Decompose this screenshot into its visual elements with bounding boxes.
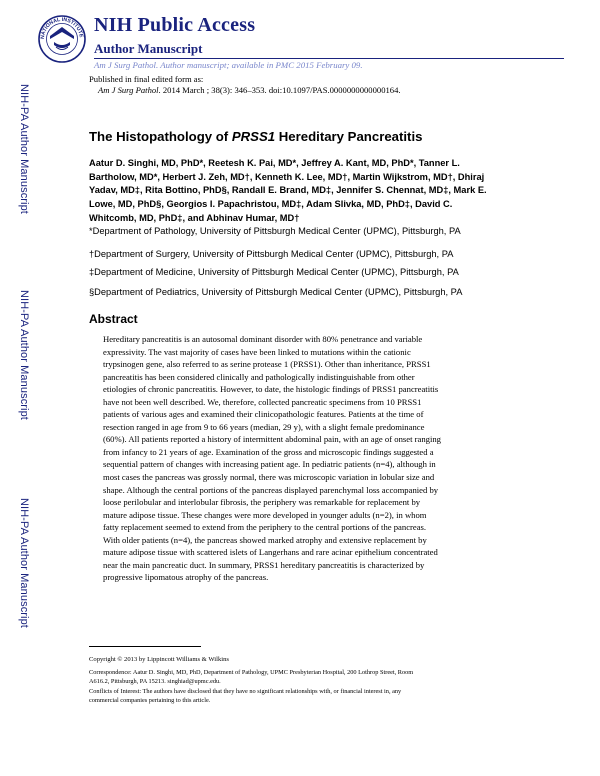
abstract-line: fatty replacement seemed to extend from the periphery to the central portions of the pancreas. bbox=[103, 522, 427, 533]
affiliation-pediatrics: §Department of Pediatrics, University of Pittsburgh Medical Center (UPMC), Pittsburgh, PA bbox=[89, 287, 463, 297]
title-post: Hereditary Pancreatitis bbox=[275, 129, 423, 144]
conflicts-line-1: Conflicts of Interest: The authors have disclosed that they have no significant relationships with, or financial interest in, any bbox=[89, 688, 402, 695]
abstract-line: most cases the pancreas was grossly normal, there was microscopic variation in lobular size and bbox=[103, 472, 435, 483]
abstract-line: sequential pattern of changes with increasing patient age. In pediatric patients (n=4), although in bbox=[103, 459, 436, 470]
abstract-line: (60%). All patients reported a history of intermittent abdominal pain, with an age of onset ranging bbox=[103, 434, 441, 445]
nih-seal-icon bbox=[37, 14, 87, 64]
correspondence-line-2: A616.2, Pittsburgh, PA 15213. singhiad@upmc.edu. bbox=[89, 678, 221, 685]
article-title bbox=[89, 129, 422, 144]
abstract-line: resection ranged in age from 9 to 66 years (median, 29 y), with a slight female predominance bbox=[103, 421, 425, 432]
abstract-line: etiologies of chronic pancreatitis. However, to date, the histologic findings of PRSS1 pancreatitis bbox=[103, 384, 439, 395]
citation-journal: Am J Surg Pathol bbox=[98, 85, 159, 95]
correspondence-line-1: Correspondence: Aatur D. Singhi, MD, PhD, Department of Pathology, UPMC Presbyterian Hospital, 200 Lothrop Street, Room bbox=[89, 669, 414, 676]
abstract-line: Hereditary pancreatitis is an autosomal dominant disorder with 80% penetrance and variable bbox=[103, 334, 423, 344]
abstract-line: near the main pancreatic duct. In summary, PRSS1 hereditary pancreatitis is characterized by bbox=[103, 559, 425, 570]
abstract-line: from infancy to 21 years of age. Examination of the gross and microscopic findings suggested a bbox=[103, 446, 434, 457]
affiliation-medicine: ‡Department of Medicine, University of Pittsburgh Medical Center (UPMC), Pittsburgh, PA bbox=[89, 267, 459, 277]
abstract-heading: Abstract bbox=[89, 312, 138, 326]
header-divider bbox=[94, 58, 564, 59]
conflicts-line-2: commercial companies pertaining to this article. bbox=[89, 697, 211, 704]
citation bbox=[98, 85, 401, 95]
title-pre: The Histopathology of bbox=[89, 129, 232, 144]
author-line: Lowe, MD, PhD§, Georgios I. Papachristou, MD‡, Adam Slivka, MD, PhD‡, David C. bbox=[89, 199, 453, 210]
author-line: Bartholow, MD*, Herbert J. Zeh, MD†, Kenneth K. Lee, MD†, Martin Wijkstrom, MD†, Dhiraj bbox=[89, 171, 485, 182]
availability-note: Am J Surg Pathol. Author manuscript; available in PMC 2015 February 09. bbox=[94, 60, 363, 70]
affiliation-pathology: *Department of Pathology, University of Pittsburgh Medical Center (UPMC), Pittsburgh, PA bbox=[89, 226, 461, 236]
author-list bbox=[89, 157, 519, 226]
abstract-line: pancreatitis has been considered clinically and pathologically indistinguishable from other bbox=[103, 371, 415, 382]
abstract-line: patients of various ages and examined their clinicopathologic features. Patients at the time of bbox=[103, 409, 424, 420]
copyright-notice: Copyright © 2013 by Lippincott Williams & Wilkins bbox=[89, 656, 229, 663]
seal-text: NATIONAL INSTITUTE bbox=[39, 16, 84, 40]
abstract-line: have not been well described. We, therefore, collected pancreatic specimens from 10 PRSS1 bbox=[103, 396, 422, 407]
abstract-line: With older patients (n=4), the pancreas showed marked atrophy and extensive replacement by bbox=[103, 534, 427, 545]
abstract-line: progressive lipomatous atrophy of the pancreas. bbox=[103, 572, 269, 583]
affiliation-surgery: †Department of Surgery, University of Pittsburgh Medical Center (UPMC), Pittsburgh, PA bbox=[89, 249, 454, 259]
abstract-line: shape. Although the central portions of the pancreas displayed parenchymal loss accompanied by bbox=[103, 484, 439, 495]
footnote-divider bbox=[89, 646, 201, 647]
author-line: Whitcomb, MD, PhD‡, and Abhinav Humar, MD† bbox=[89, 212, 300, 223]
abstract-body bbox=[103, 333, 509, 584]
side-label-3: NIH-PA Author Manuscript bbox=[18, 498, 30, 628]
abstract-line: mature adipose tissue with scattered islets of Langerhans and rare acinar epithelium concentrated bbox=[103, 547, 438, 558]
citation-details: . 2014 March ; 38(3): 346–353. doi:10.1097/PAS.0000000000000164. bbox=[158, 85, 401, 95]
side-label-1: NIH-PA Author Manuscript bbox=[18, 84, 30, 214]
published-label: Published in final edited form as: bbox=[89, 74, 204, 84]
title-gene: PRSS1 bbox=[231, 129, 276, 144]
abstract-line: trypsinogen gene, also referred to as serine protease 1 (PRSS1). Other than inheritance, PRSS1 bbox=[103, 359, 431, 370]
header-subtitle: Author Manuscript bbox=[94, 41, 203, 56]
author-line: Aatur D. Singhi, MD, PhD*, Reetesh K. Pai, MD*, Jeffrey A. Kant, MD, PhD*, Tanner L. bbox=[89, 158, 460, 168]
abstract-line: loose perilobular and interlobular fibrosis, the periphery was remarkable for replacement by bbox=[103, 497, 421, 508]
abstract-line: expressivity. The vast majority of cases have been linked to mutations within the cationic bbox=[103, 346, 411, 357]
abstract-line: mature adipose tissue. These changes were more developed in younger adults (n=2), in whom bbox=[103, 509, 427, 520]
author-line: Yadav, MD‡, Rita Bottino, PhD§, Randall E. Brand, MD‡, Jennifer S. Chennat, MD‡, Mark E. bbox=[89, 185, 487, 196]
side-label-2: NIH-PA Author Manuscript bbox=[18, 290, 30, 420]
header-title: NIH Public Access bbox=[94, 14, 256, 36]
